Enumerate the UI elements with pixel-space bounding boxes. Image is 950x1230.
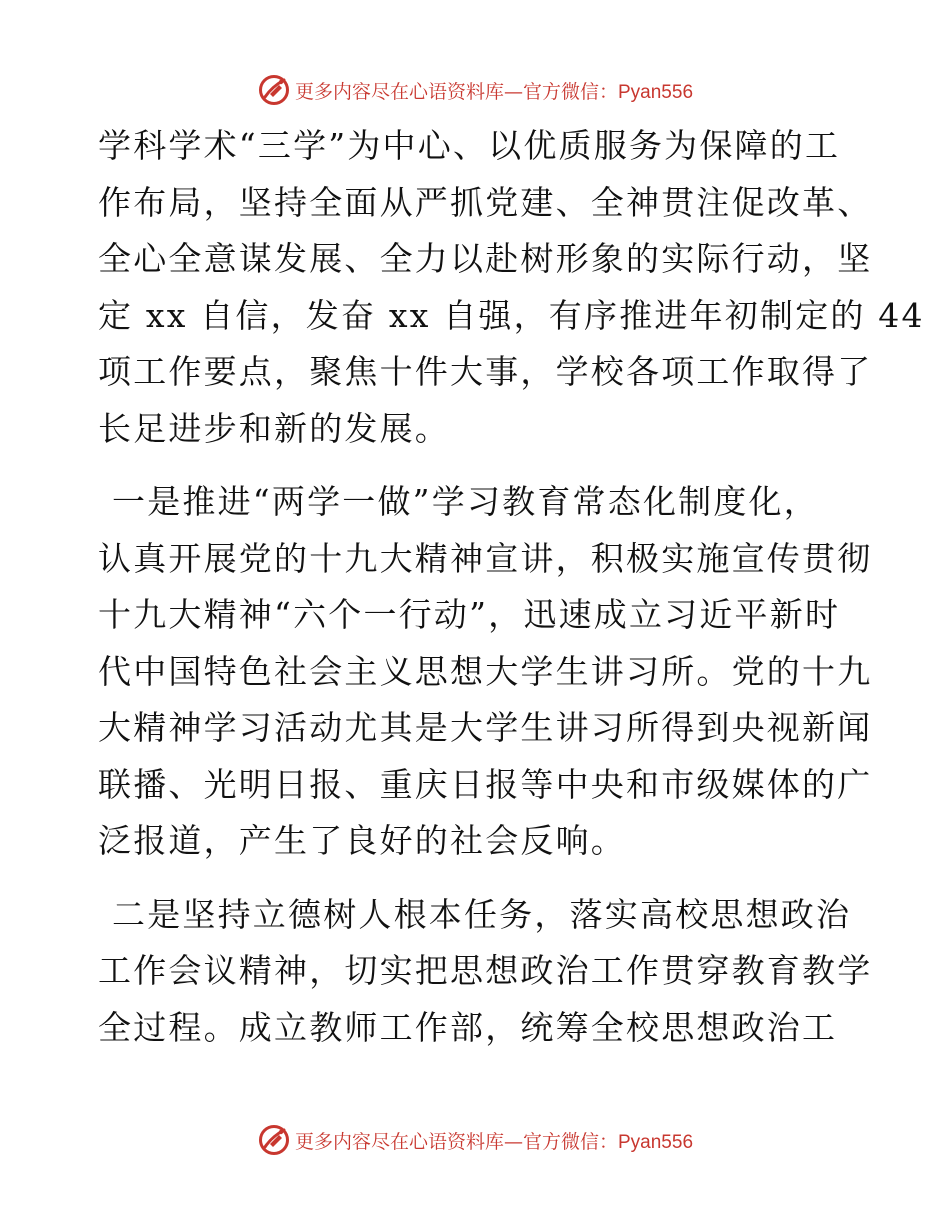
wechat-id: Pyan556: [618, 81, 694, 103]
text-line: 代中国特色社会主义思想大学生讲习所。党的十九: [98, 651, 873, 691]
footer-watermark: [0, 1120, 950, 1160]
header-watermark: [0, 70, 950, 110]
text-line: 工作会议精神，切实把思想政治工作贯穿教育教学: [98, 951, 873, 990]
text-line: 一是推进“两学一做”学习教育常态化制度化，: [112, 482, 819, 521]
pen-logo-icon: [257, 1123, 291, 1157]
document-body: [98, 118, 925, 1056]
text-line: 定 xx 自信，发奋 xx 自强，有序推进年初制定的 44: [98, 295, 925, 335]
wechat-id: Pyan556: [618, 1131, 694, 1153]
text-line: 大精神学习活动尤其是大学生讲习所得到央视新闻: [98, 708, 873, 747]
text-line: 作布局，坚持全面从严抓党建、全神贯注促改革、: [98, 182, 873, 222]
watermark-text: 更多内容尽在心语资料库—官方微信：Pyan556: [294, 80, 694, 103]
text-line: 联播、光明日报、重庆日报等中央和市级媒体的广: [98, 764, 873, 804]
text-line: 认真开展党的十九大精神宣讲，积极实施宣传贯彻: [98, 538, 873, 578]
watermark-text: 更多内容尽在心语资料库—官方微信：Pyan556: [294, 1130, 694, 1153]
text-line: 学科学术“三学”为中心、以优质服务为保障的工: [98, 126, 841, 165]
text-line: 项工作要点，聚焦十件大事，学校各项工作取得了: [98, 352, 873, 391]
pen-logo-icon: [257, 73, 291, 107]
paragraph-2: [98, 474, 873, 870]
paragraph-3: [98, 887, 873, 1057]
text-line: 十九大精神“六个一行动”，迅速成立习近平新时: [98, 595, 841, 634]
text-line: 泛报道，产生了良好的社会反响。: [98, 821, 626, 860]
text-line: 二是坚持立德树人根本任务，落实高校思想政治: [112, 894, 852, 934]
paragraph-1: [98, 118, 925, 457]
text-line: 全心全意谋发展、全力以赴树形象的实际行动，坚: [98, 239, 873, 278]
text-line: 长足进步和新的发展。: [98, 408, 450, 448]
text-line: 全过程。成立教师工作部，统筹全校思想政治工: [98, 1007, 838, 1047]
